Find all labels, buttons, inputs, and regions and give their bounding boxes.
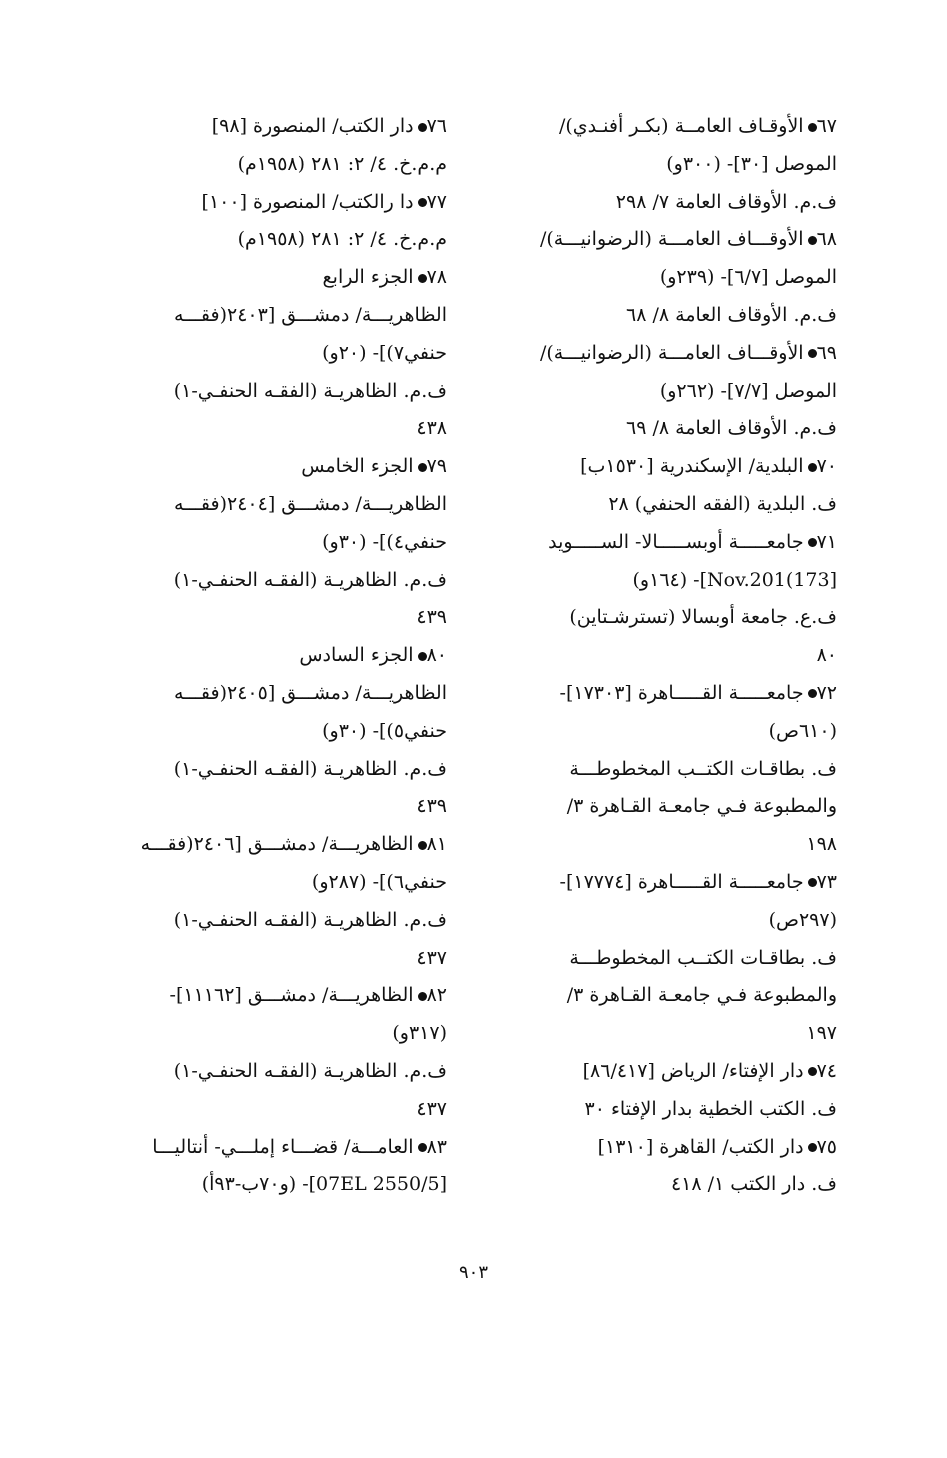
entry-text: ٨٠ bbox=[816, 644, 837, 667]
entry-number: ٧٥ bbox=[816, 1135, 837, 1158]
catalog-entry bbox=[497, 221, 837, 334]
entry-number: ٧١ bbox=[816, 530, 837, 553]
entry-number: ٨٠ bbox=[426, 644, 447, 667]
entry-line bbox=[107, 562, 447, 600]
entry-text: ف.م. الظاهريـة (الفقـه الحنفـي-١) bbox=[173, 908, 447, 931]
entry-text: ف.م. الأوقاف العامة ٨/ ٦٩ bbox=[626, 417, 837, 440]
entry-text: والمطبوعة فـي جامعـة القـاهرة ٣/ bbox=[566, 984, 837, 1007]
bullet-icon bbox=[808, 1067, 817, 1076]
entry-text: ٤٣٩ bbox=[416, 795, 447, 818]
entry-line bbox=[107, 373, 447, 411]
entry-line bbox=[107, 940, 447, 978]
entry-text: [07EL 2550/5]- (و٧٠ب-٩٣أ) bbox=[201, 1173, 447, 1196]
catalog-entry bbox=[497, 1053, 837, 1129]
bullet-icon bbox=[418, 198, 427, 207]
entry-heading bbox=[497, 1129, 837, 1167]
bullet-icon bbox=[808, 236, 817, 245]
entry-line bbox=[497, 562, 837, 600]
bullet-icon bbox=[808, 349, 817, 358]
entry-heading bbox=[497, 221, 837, 259]
bullet-icon bbox=[808, 689, 817, 698]
entry-line bbox=[107, 864, 447, 902]
catalog-entry bbox=[107, 637, 447, 826]
entry-text: جامعـــــة القـــــاهرة [١٧٧٧٤]- bbox=[559, 870, 804, 893]
entry-text: ٤٣٧ bbox=[416, 946, 447, 969]
entry-line bbox=[497, 751, 837, 789]
entry-text: م.م.خ. ٤/ ٢: ٢٨١ (١٩٥٨م) bbox=[237, 152, 447, 175]
catalog-entry bbox=[107, 977, 447, 1128]
catalog-entry bbox=[107, 448, 447, 637]
entry-number: ٧٦ bbox=[426, 115, 447, 137]
entry-text: [173)Nov.201]- (١٦٤و) bbox=[632, 568, 837, 591]
entry-line bbox=[107, 751, 447, 789]
entry-text: ف.م. الظاهريـة (الفقـه الحنفـي-١) bbox=[173, 757, 447, 780]
entry-text: البلدية/ الإسكندرية [١٥٣٠ب] bbox=[580, 455, 804, 478]
bullet-icon bbox=[808, 538, 817, 547]
entry-text: جامعـــــة القـــــاهرة [١٧٣٠٣]- bbox=[559, 681, 804, 704]
catalog-entry bbox=[497, 524, 837, 675]
entry-line bbox=[497, 184, 837, 222]
entry-line bbox=[107, 902, 447, 940]
entry-text: ف. بطاقـات الكتــب المخطوطـــة bbox=[569, 757, 837, 780]
entry-text: الظاهريـــة/ دمشـــق [٢٤٠٦(فقـــه bbox=[140, 833, 414, 856]
entry-heading bbox=[107, 637, 447, 675]
entry-heading bbox=[497, 675, 837, 713]
entry-text: ف. دار الكتب ١/ ٤١٨ bbox=[670, 1173, 837, 1196]
entry-text: ٤٣٧ bbox=[416, 1097, 447, 1120]
entry-heading bbox=[107, 826, 447, 864]
entry-number: ٧٩ bbox=[426, 455, 447, 478]
bullet-icon bbox=[808, 878, 817, 887]
entry-line bbox=[497, 410, 837, 448]
entry-heading bbox=[497, 1053, 837, 1091]
entry-text: الموصل [٣٠]- (٣٠٠و) bbox=[666, 152, 837, 175]
bullet-icon bbox=[418, 992, 427, 1001]
entry-number: ٨٣ bbox=[426, 1135, 447, 1158]
entry-text: الجزء الرابع bbox=[322, 266, 414, 289]
entry-number: ٦٧ bbox=[816, 115, 837, 137]
bullet-icon bbox=[418, 463, 427, 472]
entry-text: ف.م. الظاهريـة (الفقـه الحنفـي-١) bbox=[173, 568, 447, 591]
entry-text: م.م.خ. ٤/ ٢: ٢٨١ (١٩٥٨م) bbox=[237, 228, 447, 251]
entry-number: ٧٠ bbox=[816, 455, 837, 478]
entry-line bbox=[107, 1166, 447, 1204]
entry-number: ٨٢ bbox=[426, 984, 447, 1007]
entry-heading bbox=[107, 259, 447, 297]
catalog-entry bbox=[497, 108, 837, 221]
entry-text: ٤٣٨ bbox=[416, 417, 447, 440]
entry-heading bbox=[107, 448, 447, 486]
entry-line bbox=[497, 940, 837, 978]
catalog-entry bbox=[497, 864, 837, 1053]
entry-text: العامـــة/ قضـــاء إملـــي- أنتاليـــا bbox=[152, 1135, 414, 1158]
entry-line bbox=[497, 373, 837, 411]
entry-text: الظاهريـــة/ دمشـــق [٢٤٠٣(فقـــه bbox=[174, 303, 447, 326]
entry-line bbox=[497, 1015, 837, 1053]
catalog-entry bbox=[107, 259, 447, 448]
entry-text: دار الكتب/ القاهرة [١٣١٠] bbox=[597, 1135, 804, 1158]
entry-text: حنفي٦)]- (٢٨٧و) bbox=[311, 870, 447, 893]
catalog-entry bbox=[107, 108, 447, 184]
entry-line bbox=[497, 902, 837, 940]
entry-number: ٦٩ bbox=[816, 341, 837, 364]
entry-number: ٦٨ bbox=[816, 228, 837, 251]
entry-heading bbox=[107, 184, 447, 222]
entry-number: ٧٨ bbox=[426, 266, 447, 289]
entry-text: الموصل [٧/٧]- (٢٦٢و) bbox=[659, 379, 837, 402]
entry-text: الظاهريـــة/ دمشـــق [٢٤٠٥(فقـــه bbox=[174, 681, 447, 704]
entry-line bbox=[497, 826, 837, 864]
entry-line bbox=[107, 410, 447, 448]
entry-text: الجزء الخامس bbox=[301, 455, 414, 478]
entry-line bbox=[107, 713, 447, 751]
bullet-icon bbox=[418, 652, 427, 661]
entry-number: ٨١ bbox=[426, 833, 447, 856]
right-column bbox=[497, 108, 837, 1204]
entry-text: ف.م. الظاهريـة (الفقـه الحنفـي-١) bbox=[173, 379, 447, 402]
entry-number: ٧٢ bbox=[816, 681, 837, 704]
bullet-icon bbox=[808, 463, 817, 472]
entry-line bbox=[107, 675, 447, 713]
entry-line bbox=[497, 297, 837, 335]
entry-line bbox=[107, 1053, 447, 1091]
entry-text: (٦١٠ص) bbox=[768, 719, 837, 742]
entry-text: ١٩٨ bbox=[806, 833, 837, 856]
entry-line bbox=[497, 486, 837, 524]
entry-text: الأوقـــاف العامـــة (الرضوانيـــة)/ bbox=[539, 341, 804, 364]
entry-text: ف.م. الأوقاف العامة ٧/ ٢٩٨ bbox=[615, 190, 837, 213]
entry-number: ٧٧ bbox=[426, 190, 447, 213]
entry-text: (٣١٧و) bbox=[392, 1022, 447, 1045]
entry-heading bbox=[497, 524, 837, 562]
entry-line bbox=[107, 599, 447, 637]
entry-line bbox=[107, 486, 447, 524]
entry-text: ف. الكتب الخطية بدار الإفتاء ٣٠ bbox=[584, 1097, 837, 1120]
entry-text: دار الكتب/ المنصورة [٩٨] bbox=[211, 115, 414, 137]
entry-line bbox=[497, 977, 837, 1015]
bullet-icon bbox=[418, 123, 427, 132]
entry-line bbox=[107, 1091, 447, 1129]
entry-line bbox=[497, 1166, 837, 1204]
entry-heading bbox=[497, 335, 837, 373]
entry-heading bbox=[107, 108, 447, 146]
entry-text: (٢٩٧ص) bbox=[768, 908, 837, 931]
entry-text: دا رالكتب/ المنصورة [١٠٠] bbox=[201, 190, 414, 213]
entry-heading bbox=[497, 448, 837, 486]
catalog-entry bbox=[107, 826, 447, 977]
entry-text: الأوقـــاف العامـــة (الرضوانيـــة)/ bbox=[539, 228, 804, 251]
entry-line bbox=[107, 146, 447, 184]
bullet-icon bbox=[808, 1143, 817, 1152]
catalog-entry bbox=[497, 675, 837, 864]
entry-heading bbox=[107, 1129, 447, 1167]
entry-text: حنفي٧)]- (٢٠و) bbox=[322, 341, 447, 364]
entry-line bbox=[107, 221, 447, 259]
catalog-entry bbox=[107, 184, 447, 260]
entry-line bbox=[107, 788, 447, 826]
entry-line bbox=[497, 713, 837, 751]
entry-text: الظاهريـــة/ دمشـــق [١١١٦٢]- bbox=[169, 984, 414, 1007]
entry-line bbox=[107, 1015, 447, 1053]
entry-text: ف.ع. جامعة أوبسالا (تسترشـتاين) bbox=[569, 606, 837, 629]
entry-line bbox=[107, 297, 447, 335]
left-column bbox=[107, 108, 447, 1204]
entry-line bbox=[497, 146, 837, 184]
entry-text: جامعـــــة أوبســـــالا- الســـــويد bbox=[548, 530, 804, 553]
entry-line bbox=[497, 788, 837, 826]
entry-line bbox=[497, 1091, 837, 1129]
bullet-icon bbox=[418, 841, 427, 850]
bullet-icon bbox=[808, 123, 817, 132]
entry-line bbox=[497, 637, 837, 675]
entry-text: حنفي٤)]- (٣٠و) bbox=[322, 530, 447, 553]
entry-line bbox=[107, 524, 447, 562]
bullet-icon bbox=[418, 274, 427, 283]
entry-text: الظاهريـــة/ دمشـــق [٢٤٠٤(فقـــه bbox=[174, 492, 447, 515]
catalog-entry bbox=[497, 448, 837, 524]
entry-line bbox=[497, 599, 837, 637]
entry-text: الجزء السادس bbox=[299, 644, 414, 667]
entry-text: ١٩٧ bbox=[806, 1022, 837, 1045]
entry-text: ف. بطاقـات الكتــب المخطوطـــة bbox=[569, 946, 837, 969]
entry-heading bbox=[107, 977, 447, 1015]
entry-text: ف. البلدية (الفقه الحنفي) ٢٨ bbox=[608, 492, 837, 515]
entry-text: دار الإفتاء/ الرياض [٨٦/٤١٧] bbox=[582, 1059, 804, 1082]
entry-number: ٧٤ bbox=[816, 1059, 837, 1082]
entry-text: والمطبوعة فـي جامعـة القـاهرة ٣/ bbox=[566, 795, 837, 818]
entry-number: ٧٣ bbox=[816, 870, 837, 893]
catalog-entry bbox=[497, 335, 837, 448]
entry-text: حنفي٥)]- (٣٠و) bbox=[322, 719, 447, 742]
bullet-icon bbox=[418, 1143, 427, 1152]
entry-heading bbox=[497, 864, 837, 902]
entry-text: الأوقـاف العامــة (بكـر أفنـدي)/ bbox=[558, 115, 804, 137]
page-number: ٩٠٣ bbox=[458, 1262, 488, 1283]
entry-text: ٤٣٩ bbox=[416, 606, 447, 629]
catalog-entry bbox=[497, 1129, 837, 1205]
entry-line bbox=[497, 259, 837, 297]
entry-text: الموصل [٦/٧]- (٢٣٩و) bbox=[659, 266, 837, 289]
entry-text: ف.م. الظاهريـة (الفقـه الحنفـي-١) bbox=[173, 1059, 447, 1082]
entry-heading bbox=[497, 108, 837, 146]
entry-text: ف.م. الأوقاف العامة ٨/ ٦٨ bbox=[626, 303, 837, 326]
entry-line bbox=[107, 335, 447, 373]
catalog-entry bbox=[107, 1129, 447, 1205]
